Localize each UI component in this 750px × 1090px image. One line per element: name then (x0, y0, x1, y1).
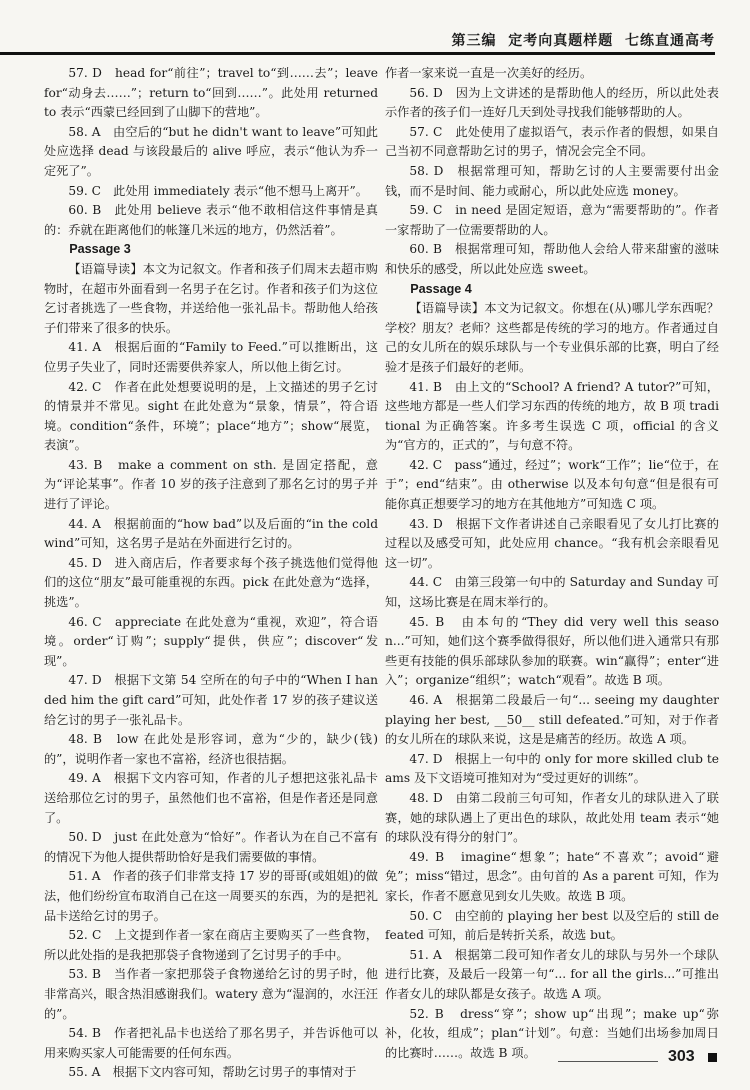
answer-explanation: 44. A 根据前面的“how bad”以及后面的“in the cold wind”可知，这名男子是站在外面进行乞讨的。 (44, 516, 378, 551)
answer-explanation: 45. B 由本句的“They did very well this season...”可知，她们这个赛季做得很好，所以他们进入通常只有那些更有技能的俱乐部球队参加的联赛。win“赢得”；enter“进入”；organize“组织”；watch“观看”。故选 B 项。 (385, 614, 719, 688)
header-rule (0, 52, 715, 55)
answer-explanation: 51. A 作者的孩子们非常支持 17 岁的哥哥(或姐姐)的做法，他们纷纷宣布取消自己在这一周要买的东西，为的是把礼品卡送给乞讨的男子。 (44, 869, 378, 923)
answer-explanation: 56. D 因为上文讲述的是帮助他人的经历，所以此处表示作者的孩子们一连好几天到处寻找我们能够帮助的人。 (385, 85, 719, 120)
right-column (385, 64, 719, 1063)
answer-explanation: 41. A 根据后面的“Family to Feed.”可以推断出，这位男子失业了，同时还需要供养家人，所以他上街乞讨。 (44, 340, 378, 374)
answer-explanation: 43. B make a comment on sth. 是固定搭配，意为“评论某事”。作者 10 岁的孩子注意到了那名乞讨的男子并进行了评论。 (44, 457, 378, 512)
answer-explanation: 49. B imagine“想象”；hate“不喜欢”；avoid“避免”；miss“错过，思念”。由句首的 As a parent 可知，作为家长，作者不愿意见到女儿失败。故选 B 项。 (385, 849, 719, 903)
answer-explanation: 54. B 作者把礼品卡也送给了那名男子，并告诉他可以用来购买家人可能需要的任何东西。 (44, 1026, 378, 1060)
answer-explanation: 45. D 进入商店后，作者要求每个孩子挑选他们觉得他们的这位“朋友”最可能重视的东西。pick 在此处意为“选择，挑选”。 (44, 555, 378, 610)
left-column (44, 64, 378, 1083)
answer-explanation: 42. C pass“通过，经过”；work“工作”；lie“位于，在于”；end“结束”。由 otherwise 以及本句句意“但是很有可能你真正想要学习的地方在其他地方”可知选 C 项。 (385, 457, 719, 512)
answer-explanation: 57. C 此处使用了虚拟语气，表示作者的假想，如果自己当初不同意帮助乞讨的男子，情况会完全不同。 (385, 124, 719, 159)
answer-explanation: 60. B 此处用 believe 表示“他不敢相信这件事情是真的：乔就在距离他们的帐篷几米远的地方，仍然活着”。 (44, 203, 378, 237)
answer-explanation: 41. B 由上文的“School? A friend? A tutor?”可知，这些地方都是一些人们学习东西的传统的地方，故 B 项 traditional 为正确答案。许多考生误选 C 项，official 的含义为“官方的，正式的”，与句意不符。 (385, 379, 719, 453)
answer-explanation: 50. D just 在此处意为“恰好”。作者认为在自己不富有的情况下为他人提供帮助恰好是我们需要做的事情。 (44, 830, 378, 864)
answer-explanation: 59. C in need 是固定短语，意为“需要帮助的”。作者一家帮助了一位需要帮助的人。 (385, 203, 719, 237)
footer-rule (558, 1061, 658, 1062)
answer-explanation: 58. D 根据常理可知，帮助乞讨的人主要需要付出金钱，而不是时间、能力或耐心，所以此处应选 money。 (385, 163, 719, 198)
answer-explanation: 58. A 由空后的“but he didn't want to leave”可知此处应选择 dead 与该段最后的 alive 呼应，表示“他认为乔一定死了”。 (44, 124, 378, 178)
answer-explanation: 60. B 根据常理可知，帮助他人会给人带来甜蜜的滋味和快乐的感受，所以此处应选 sweet。 (385, 242, 719, 276)
answer-explanation: 53. B 当作者一家把那袋子食物递给乞讨的男子时，他非常高兴，眼含热泪感谢我们。watery 意为“湿润的，水汪汪的”。 (44, 967, 378, 1021)
answer-explanation: 57. D head for“前往”；travel to“到……去”；leave for“动身去……”；return to“回到……”。此处用 returned to 表示“西蒙已经回到了山脚下的营地”。 (44, 66, 378, 120)
answer-explanation: 49. A 根据下文内容可知，作者的儿子想把这张礼品卡送给那位乞讨的男子，虽然他们也不富裕，但是作者还是同意了。 (44, 771, 378, 825)
answer-explanation: 43. D 根据下文作者讲述自己亲眼看见了女儿打比赛的过程以及感受可知，此处应用 chance。“我有机会亲眼看见这一切”。 (385, 516, 719, 570)
answer-explanation: 46. A 根据第二段最后一句“... seeing my daughter playing her best, __50__ still defeated.”可知，对于作者的女儿所在的球队来说，这是是痛苦的经历。故选 A 项。 (385, 693, 719, 747)
answer-explanation: 【语篇导读】本文为记叙文。你想在(从)哪儿学东西呢？学校？朋友？老师？这些都是传统的学习的地方。作者通过自己的女儿所在的娱乐球队与一个专业俱乐部的比赛，明白了经验才是孩子们最好的老师。 (385, 301, 719, 374)
answer-explanation: 55. A 根据下文内容可知，帮助乞讨男子的事情对于 (68, 1065, 357, 1080)
answer-explanation: 44. C 由第三段第一句中的 Saturday and Sunday 可知，这场比赛是在周末举行的。 (385, 575, 719, 610)
page-number: 303 (668, 1048, 695, 1065)
answer-explanation: 52. C 上文提到作者一家在商店主要购买了一些食物，所以此处指的是我把那袋子食物递到了乞讨男子的手中。 (44, 928, 378, 962)
answer-explanation: 46. C appreciate 在此处意为“重视，欢迎”，符合语境。order“订购”；supply“提供，供应”；discover“发现”。 (44, 614, 378, 668)
answer-explanation: 42. C 作者在此处想要说明的是，上文描述的男子乞讨的情景并不常见。sight 在此处意为“景象，情景”，符合语境。condition“条件，环境”；place“地方”；show“展览，表演”。 (44, 379, 378, 453)
answer-explanation: 52. B dress“穿”；show up“出现”；make up“弥补，化妆，组成”；plan“计划”。句意：当她们出场参加周日的比赛时……。故选 B 项。 (385, 1006, 719, 1060)
passage-heading: Passage 4 (410, 281, 472, 296)
running-header-title: 第三编 定考向真题样题 七练直通高考 (451, 33, 715, 49)
answer-explanation: 51. A 根据第二段可知作者女儿的球队与另外一个球队进行比赛，及最后一段第一句“... for all the girls...”可推出作者女儿的球队都是女孩子。故选 A 项。 (385, 947, 719, 1001)
answer-explanation: 59. C 此处用 immediately 表示“他不想马上离开”。 (68, 183, 368, 198)
answer-explanation: 48. B low 在此处是形容词，意为“少的，缺少(钱)的”，说明作者一家也不富裕，经济也很拮据。 (44, 732, 378, 766)
answer-explanation: 50. C 由空前的 playing her best 以及空后的 still defeated 可知，前后是转折关系，故选 but。 (385, 908, 719, 943)
answer-explanation: 47. D 根据上一句中的 only for more skilled club teams 及下文语境可推知对为“受过更好的训练”。 (385, 751, 719, 786)
answer-explanation: 48. D 由第二段前三句可知，作者女儿的球队进入了联赛，她的球队遇上了更出色的球队，故此处用 team 表示“她的球队没有得分的射门”。 (385, 790, 719, 845)
answer-explanation: 47. D 根据下文第 54 空所在的句子中的“When I handed him the gift card”可知，此处作者 17 岁的孩子建议送给乞讨的男子一张礼品卡。 (44, 673, 378, 727)
passage-heading: Passage 3 (69, 242, 131, 257)
page-number-square-icon (708, 1053, 717, 1062)
answer-explanation: 作者一家来说一直是一次美好的经历。 (385, 66, 593, 80)
answer-explanation: 【语篇导读】本文为记叙文。作者和孩子们周末去超市购物时，在超市外面看到一名男子在乞讨。作者和孩子们为这位乞讨者挑选了一些食物，并送给他一张礼品卡。帮助他人给孩子们带来了很多的快乐。 (44, 261, 378, 335)
